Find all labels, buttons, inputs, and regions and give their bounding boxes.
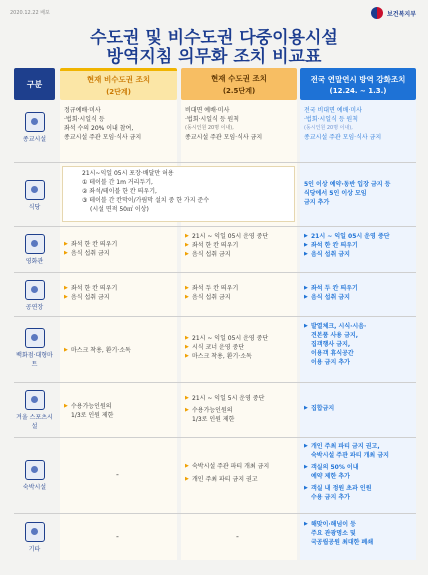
- lodging-col3: [304, 442, 389, 502]
- header-col1-title: 현재 비수도권 조치: [86, 75, 151, 84]
- restaurant-icon: [25, 180, 45, 200]
- ski-col1-item: 1/3로 인원 제한: [71, 412, 114, 419]
- row-divider: [14, 382, 416, 383]
- other-col3: [304, 520, 373, 547]
- restaurant-merged-line: ③ 테이블 간 칸막이/가림막 설치 중 한 가지 준수: [82, 197, 209, 204]
- header-col3: [300, 68, 416, 100]
- ski-col1-item: ▶ 수용가능인원의: [64, 402, 113, 411]
- religion-col3-line: 종교시설 주관 모임·식사 금지: [304, 134, 382, 141]
- other-col2: -: [236, 532, 239, 541]
- restaurant-merged-line: ② 좌석/테이블 한 칸 띄우기,: [82, 188, 157, 195]
- row-label-lodging-text: 숙박시설: [22, 484, 47, 491]
- ski-col2: [185, 394, 264, 424]
- mall-col1: [64, 346, 131, 355]
- restaurant-col3-line: 5인 이상 예약·동반 입장 금지 등: [304, 181, 391, 188]
- restaurant-merged-line: ① 테이블 간 1m 거리두기,: [82, 179, 153, 186]
- performance-col3: [304, 284, 358, 302]
- lodging-col2: [185, 462, 269, 484]
- performance-col1-item: ▶ 음식 섭취 금지: [64, 293, 117, 302]
- religion-col2-line: 비대면 예배·미사: [185, 107, 230, 114]
- mall-col2-item: ▶ 마스크 착용, 환기·소독: [185, 352, 268, 361]
- ministry-logo: [371, 7, 416, 19]
- restaurant-merged-line: 21시~익일 05시 포장·배달만 허용: [82, 170, 174, 177]
- religion-col1-line: 정규예배·미사: [64, 107, 101, 114]
- hotel-icon: [25, 460, 45, 480]
- other-col3-item: 국공립공원 최대한 폐쇄: [311, 539, 374, 546]
- header-col2-sub: (2.5단계): [222, 86, 256, 95]
- cinema-col3-item: ▶ 좌석 한 칸 띄우기: [304, 241, 390, 250]
- religion-col3-line: 전국 비대면 예배·미사: [304, 107, 362, 114]
- performance-col2: [185, 284, 238, 302]
- lodging-col3-item: ▶ 개인 주최 파티 금지 권고,: [304, 442, 389, 451]
- cinema-col2: [185, 232, 268, 259]
- date-label: 2020.12.22 배포: [10, 10, 50, 16]
- cinema-col3-item: ▶ 21시 ~ 익일 05시 운영 중단: [304, 232, 390, 241]
- mall-col2: [185, 334, 268, 361]
- row-divider: [14, 513, 416, 514]
- mall-col2-item: ▶ 21시 ~ 익일 05시 운영 중단: [185, 334, 268, 343]
- page-title-line2: 방역지침 의무화 조치 비교표: [106, 47, 322, 67]
- performance-col1-item: ▶ 좌석 한 칸 띄우기: [64, 284, 117, 293]
- performance-col2-item: ▶ 음식 섭취 금지: [185, 293, 238, 302]
- cinema-col3-item: ▶ 음식 섭취 금지: [304, 250, 390, 259]
- taegeuk-icon: [371, 7, 383, 19]
- row-label-ski-text: 겨울 스포츠시설: [16, 414, 53, 430]
- row-label-other-text: 기타: [28, 546, 41, 553]
- row-label-religion: [14, 112, 55, 143]
- row-label-cinema: [14, 234, 55, 265]
- religion-col1-line: 좌석 수의 20% 이내 참여,: [64, 125, 134, 132]
- restaurant-col3-line: 금지 추가: [304, 199, 330, 206]
- cinema-col2-item: ▶ 음식 섭취 금지: [185, 250, 268, 259]
- header-col1-sub: (2단계): [106, 88, 131, 96]
- performance-col1: [64, 284, 117, 302]
- row-divider: [14, 316, 416, 317]
- other-col3-item: ▶ 해맞이·해넘이 등: [304, 520, 373, 529]
- ski-col3-item: ▶ 집합금지: [304, 404, 334, 413]
- row-label-other: [14, 522, 55, 553]
- store-icon: [25, 328, 45, 348]
- mall-col3-item: ▶ 발열체크, 시식·시음·: [304, 322, 366, 331]
- performance-col3-item: ▶ 음식 섭취 금지: [304, 293, 358, 302]
- church-icon: [25, 112, 45, 132]
- ministry-name: 보건복지부: [387, 10, 416, 18]
- lodging-col2-item: ▶ 숙박시설 주관 파티 개최 금지: [185, 462, 269, 471]
- ski-col2-item: ▶ 수용가능인원의: [185, 406, 264, 415]
- cinema-icon: [25, 234, 45, 254]
- row-label-mall-text: 백화점·대형마트: [16, 352, 53, 368]
- religion-col2: [185, 106, 262, 142]
- row-label-ski: [14, 390, 55, 430]
- lodging-col3-item: ▶ 객실 내 정원 초과 인원: [304, 484, 389, 493]
- cinema-col2-item: ▶ 21시 ~ 익일 05시 운영 중단: [185, 232, 268, 241]
- row-label-cinema-text: 영화관: [25, 258, 44, 265]
- row-divider: [14, 162, 416, 163]
- mall-col3-item: 이용 금지 추가: [311, 359, 350, 366]
- mall-col2-item: ▶ 시식 코너 운영 중단: [185, 343, 268, 352]
- header-col2-title: 현재 수도권 조치: [211, 73, 267, 83]
- religion-col3-line: ·법회·시일식 등 원칙: [304, 116, 358, 123]
- row-label-restaurant-text: 식당: [28, 204, 41, 211]
- restaurant-col3: [304, 180, 390, 207]
- lodging-col2-item: ▶ 개인 주최 파티 금지 권고: [185, 475, 269, 484]
- microphone-icon: [25, 280, 45, 300]
- mall-col1-item: ▶ 마스크 착용, 환기·소독: [64, 346, 131, 355]
- restaurant-col3-line: 식당에서 5인 이상 모임: [304, 190, 367, 197]
- other-col3-item: 주요 관광명소 및: [311, 530, 356, 537]
- sunrise-icon: [25, 522, 45, 542]
- row-label-performance-text: 공연장: [25, 304, 44, 311]
- lodging-col3-item: 수용 금지 추가: [311, 494, 350, 501]
- religion-col1: [64, 106, 141, 142]
- row-label-religion-text: 종교시설: [22, 136, 47, 143]
- ski-icon: [25, 390, 45, 410]
- mall-col3-item: 견본품 사용 금지,: [311, 332, 359, 339]
- row-label-lodging: [14, 460, 55, 491]
- mall-col3-item: 집객행사 금지,: [311, 341, 351, 348]
- religion-col1-line: 종교시설 주관 모임·식사 금지: [64, 134, 142, 141]
- other-col1: -: [116, 532, 119, 541]
- religion-col1-line: ·법회·시일식 등: [64, 116, 105, 123]
- restaurant-merged: [82, 169, 209, 214]
- row-label-performance: [14, 280, 55, 311]
- lodging-col3-item: ▶ 객실의 50% 이내: [304, 463, 389, 472]
- lodging-col3-item: 예약 제한 추가: [311, 473, 350, 480]
- cinema-col1: [64, 240, 117, 258]
- ski-col1: [64, 402, 113, 420]
- header-col3-title: 전국 연말연시 방역 강화조치: [310, 74, 406, 84]
- religion-col2-line: 종교시설 주관 모임·식사 금지: [185, 134, 263, 141]
- religion-col2-line: (동시인원 20명 이내),: [185, 125, 234, 131]
- header-gubun: [14, 68, 55, 100]
- row-divider: [14, 272, 416, 273]
- ski-col3: [304, 404, 334, 413]
- ski-col2-item: ▶ 21시 ~ 익일 5시 운영 중단: [185, 394, 264, 403]
- cinema-col1-item: ▶ 음식 섭취 금지: [64, 249, 117, 258]
- performance-col3-item: ▶ 좌석 두 칸 띄우기: [304, 284, 358, 293]
- cinema-col3: [304, 232, 390, 259]
- row-label-restaurant: [14, 180, 55, 211]
- cinema-col2-item: ▶ 좌석 한 칸 띄우기: [185, 241, 268, 250]
- mall-col3: [304, 322, 366, 367]
- header-col1: [60, 68, 177, 100]
- row-label-mall: [14, 328, 55, 368]
- restaurant-merged-note: (시설 면적 50㎡ 이상): [90, 206, 149, 213]
- lodging-col3-item: 숙박시설 주관 파티 개최 금지: [311, 452, 389, 459]
- religion-col3-line: (동시인원 20명 이내),: [304, 125, 353, 131]
- row-divider: [14, 226, 416, 227]
- header-col3-sub: (12.24. ~ 1.3.): [329, 86, 387, 95]
- religion-col2-line: ·법회·시일식 등 원칙: [185, 116, 239, 123]
- cinema-col1-item: ▶ 좌석 한 칸 띄우기: [64, 240, 117, 249]
- page-title-line1: 수도권 및 비수도권 다중이용시설: [90, 28, 338, 48]
- header-col2: [181, 68, 297, 100]
- row-divider: [14, 437, 416, 438]
- header-gubun-text: 구분: [26, 79, 43, 89]
- lodging-col1: -: [116, 470, 119, 479]
- ski-col2-item: 1/3로 인원 제한: [192, 416, 235, 423]
- performance-col2-item: ▶ 좌석 두 칸 띄우기: [185, 284, 238, 293]
- religion-col3: [304, 106, 381, 142]
- mall-col3-item: 이용객 휴식공간: [311, 350, 354, 357]
